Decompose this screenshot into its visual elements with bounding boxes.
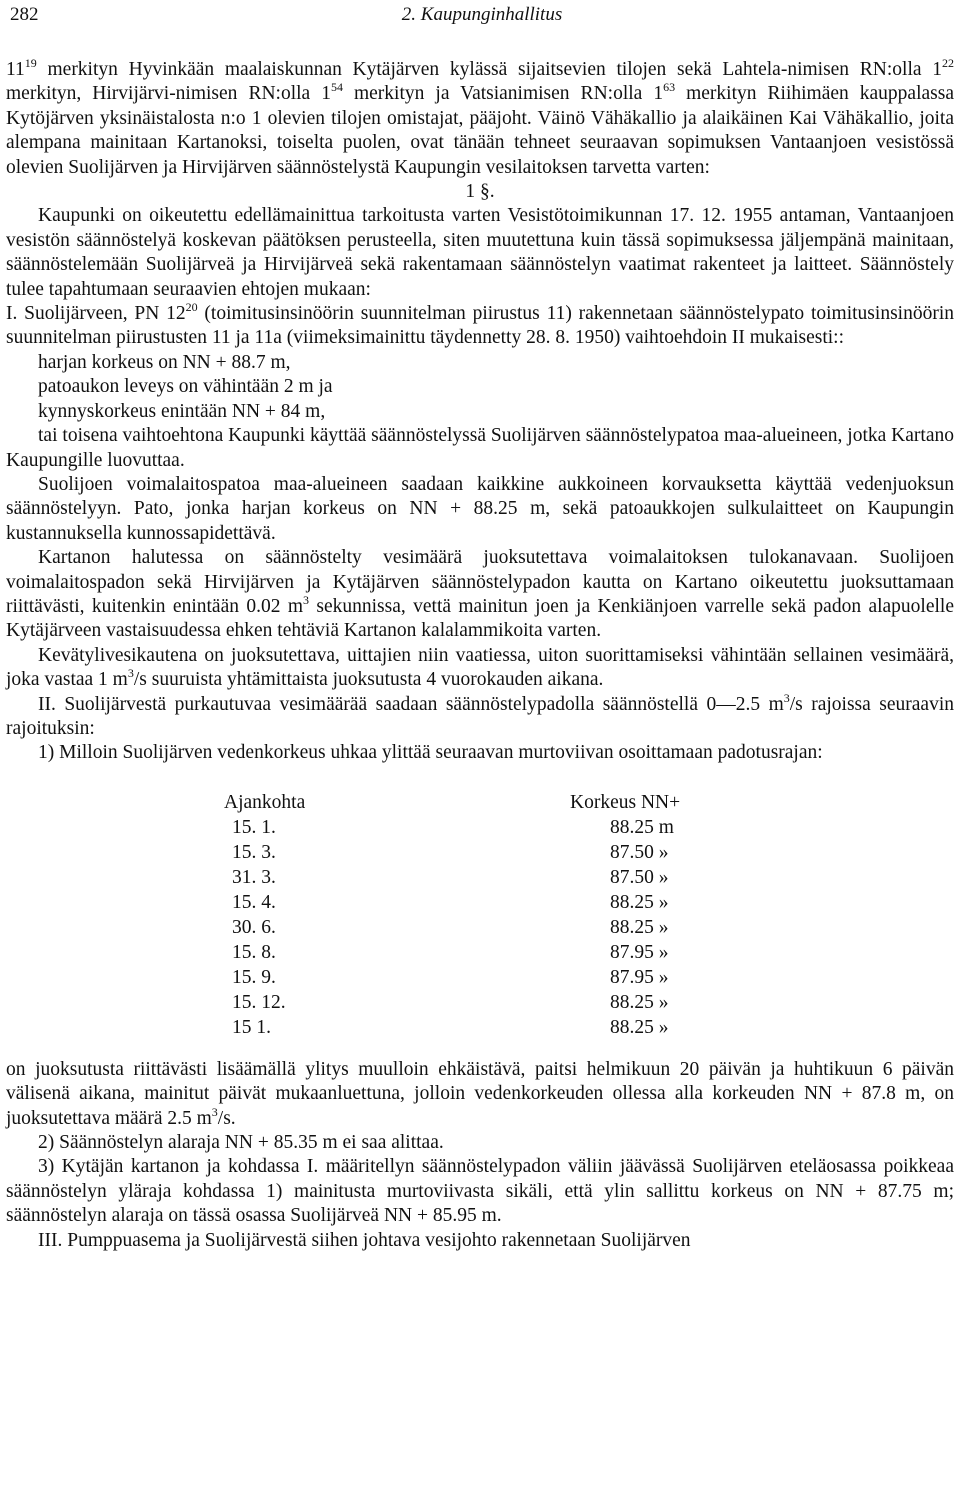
table-cell-height: 88.25 » <box>610 991 669 1013</box>
page-header <box>10 2 954 28</box>
spec-line: patoaukon leveys on vähintään 2 m ja <box>38 376 333 398</box>
paragraph: Suolijoen voimalaitospatoa maa-alueineen saadaan kaikkine aukkoineen korvauksetta käyttää vedenjuoksun säännöstelyyn. Pato, jonka harjan korkeus on NN + 88.25 m, sekä patoaukkojen sulkulaitteet on Kaupungin kustannuksella kunnossapidettävä. <box>6 473 954 544</box>
clause-i-paragraph: I. Suolijärveen, PN $12^{20}$ (toimitusinsinöörin suunnitelman piirustus 11) rakennetaan säännöstelypato toimitusinsinöörin suunnitelman piirustusten 11 ja 11a (viimeksimainittu täydennetty 28. 8. 1950) vaihtoehdoin II mukaisesti:: <box>6 300 954 349</box>
table-cell-date: 15. 4. <box>232 891 276 913</box>
table-cell-date: 15. 1. <box>232 816 276 838</box>
clause-iii-paragraph: III. Pumppuasema ja Suolijärvestä siihen johtava vesijohto rakennetaan Suolijärven <box>38 1229 691 1251</box>
table-cell-date: 30. 6. <box>232 916 276 938</box>
table-cell-height: 88.25 » <box>610 891 669 913</box>
table-cell-date: 15. 12. <box>232 991 286 1013</box>
table-cell-height: 87.50 » <box>610 866 669 888</box>
table-cell-height: 87.95 » <box>610 966 669 988</box>
running-title: 2. Kaupunginhallitus <box>401 4 563 25</box>
paragraph: 2) Säännöstelyn alaraja NN + 85.35 m ei saa alittaa. <box>38 1132 444 1153</box>
water-level-table <box>6 790 954 1038</box>
paragraph: Kartanon halutessa on säännöstelty vesimäärä juoksutettava voimalaitoksen tulokanavaan. Suolijoen voimalaitospadon sekä Hirvijärven ja Kytäjärven säännöstelypadon kautta on Kartano oikeutettu juoksuttamaan riittävästi, kuitenkin enintään 0.02 $m^3$ sekunnissa, vettä mainitun joen ja Kenkiänjoen varrelle sekä padon alapuolelle Kytäjärveen vastaisuudessa ehken tehtäviä Kartanon kalalammikoita varten. <box>6 547 954 642</box>
table-cell-height: 87.95 » <box>610 941 669 963</box>
page-number: 282 <box>10 4 39 25</box>
table-cell-height: 88.25 » <box>610 916 669 938</box>
spec-line: harjan korkeus on NN + 88.7 m, <box>38 351 291 373</box>
table-header-date: Ajankohta <box>224 791 306 813</box>
clause-ii-paragraph: II. Suolijärvestä purkautuvaa vesimäärää saadaan säännöstelypadolla säännöstellä 0—2.5 $m^3/s$ rajoissa seuraavin rajoituksin: <box>6 690 954 739</box>
paragraph: Kevätylivesikautena on juoksutettava, uittajien niin vaatiessa, uiton suorittamiseksi vähintään sellainen vesimäärä, joka vastaa 1 $m^3/s$ suuruista yhtämittaista juoksutusta 4 vuorokauden aikana. <box>6 644 954 691</box>
paragraph: Kaupunki on oikeutettu edellämainittua tarkoitusta varten Vesistötoimikunnan 17. 12. 1955 antaman, Vantaanjoen vesistön säännöstelyä koskevan päätöksen perusteella, siten muutettuna kuin tässä sopimuksessa jäljempänä mainitaan, säännöstelemään Suolijärveä ja Hirvijärveä sekä rakentamaan säännöstelyn vaatimat rakenteet ja laitteet. Säännöstely tulee tapahtumaan seuraavien ehtojen mukaan: <box>6 205 954 300</box>
paragraph: tai toisena vaihtoehtona Kaupunki käyttää säännöstelyssä Suolijärven säännöstelypatoa maa-alueineen, jotka Kartano Kaupungille luovuttaa. <box>6 425 954 471</box>
spec-line: kynnyskorkeus enintään NN + 84 m, <box>38 400 326 422</box>
table-cell-height: 88.25 m <box>610 816 674 838</box>
table-cell-date: 15. 8. <box>232 941 276 963</box>
paragraph: 3) Kytäjän kartanon ja kohdassa I. määritellyn säännöstelypadon väliin jäävässä Suolijärven eteläosassa poikkeaa säännöstelyn yläraja kohdassa 1) mainitusta murtoviivasta sikäli, että ylin sallittu korkeus on NN + 87.75 m; säännöstelyn alaraja on tässä osassa Suolijärveä NN + 85.95 m. <box>6 1156 954 1227</box>
table-cell-date: 31. 3. <box>232 866 276 888</box>
page-body <box>6 58 954 1253</box>
section-heading: 1 §. <box>465 181 495 203</box>
table-cell-height: 88.25 » <box>610 1016 669 1038</box>
intro-paragraph: $11^{19}$ merkityn Hyvinkään maalaiskunnan Kytäjärven kylässä sijaitsevien tilojen sekä Lahtela-nimisen RN:olla $1^{22}$ merkityn, Hirvijärvi-nimisen RN:olla $1^{54}$ merkityn ja Vatsianimisen RN:olla $1^{63}$ merkityn Riihimäen kauppalassa Kytöjärven yksinäistalosta n:o 1 olevien tilojen omistajat, pääjoht. Väinö Vähäkallio ja alaikäinen Kai Vähäkallio, joita alempana mainitaan Kartanoksi, toiselta puolen, ovat tänään tehneet seuraavan sopimuksen Vantaanjoen vesistössä olevien Suolijärven ja Hirvijärven säännöstelystä Kaupungin vesilaitoksen tarvetta varten: <box>6 56 954 178</box>
table-header-height: Korkeus NN+ <box>570 791 681 813</box>
table-cell-date: 15 1. <box>232 1016 271 1038</box>
paragraph: 1) Milloin Suolijärven vedenkorkeus uhkaa ylittää seuraavan murtoviivan osoittamaan padotusrajan: <box>38 742 823 764</box>
table-cell-height: 87.50 » <box>610 841 669 863</box>
paragraph: on juoksutusta riittävästi lisäämällä ylitys muulloin ehkäistävä, paitsi helmikuun 20 päivän ja huhtikuun 6 päivän välisenä aikana, mainitut päivät mukaanluettuna, jolloin vedenkorkeuden ollessa alla korkeuden NN + 87.8 m, on juoksutettava määrä 2.5 $m^3/s$. <box>6 1058 954 1129</box>
table-cell-date: 15. 3. <box>232 841 276 863</box>
table-cell-date: 15. 9. <box>232 966 276 988</box>
